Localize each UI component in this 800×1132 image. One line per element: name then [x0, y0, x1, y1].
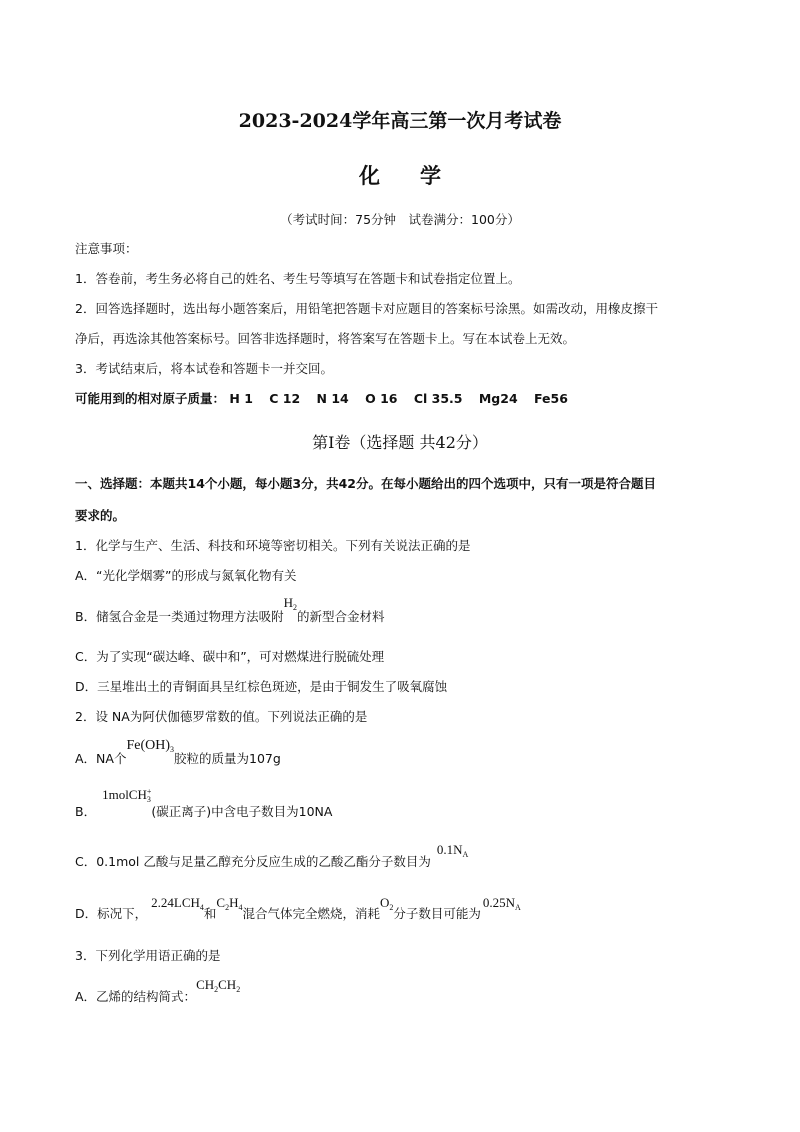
q1-option-c: C．为了实现“碳达峰、碳中和”，可对燃煤进行脱硫处理 — [75, 649, 385, 664]
section-title: 第Ⅰ卷（选择题 共42分） — [312, 433, 488, 452]
atomic-masses-values — [229, 391, 580, 406]
formula-0-25na: $0.25N_A$ — [482, 895, 521, 912]
formula-0-1na: $0.1N_A$ — [436, 842, 469, 859]
mass-fe: Fe56 — [534, 391, 568, 406]
mass-n: N 14 — [316, 391, 349, 406]
note-item-2-cont: 净后，再选涂其他答案标号。回答非选择题时，将答案写在答题卡上。写在本试卷上无效。 — [75, 331, 576, 346]
q2-option-d: D．标况下，$2.24LCH_4$和$C_2H_4$混合气体完全燃烧，消耗$O_2$分子数目可能为$0.25N_A$ — [75, 895, 521, 921]
section-instruction-1: 一、选择题：本题共14个小题，每小题3分，共42分。在每小题给出的四个选项中，只有一项是符合题目 — [75, 476, 656, 491]
q2-option-c: C．0.1mol 乙酸与足量乙醇充分反应生成的乙酸乙酯分子数目为$0.1N_A$ — [75, 842, 469, 869]
mass-o: O 16 — [365, 391, 398, 406]
formula-ch2ch2: $CH_2CH_2$ — [196, 977, 241, 994]
q1-stem: 1．化学与生产、生活、科技和环境等密切相关。下列有关说法正确的是 — [75, 538, 471, 553]
mass-mg: Mg24 — [478, 391, 518, 406]
subject-title: 化学 — [359, 163, 481, 188]
formula-o2: $O_2$ — [379, 895, 394, 912]
atomic-masses-label: 可能用到的相对原子质量： — [75, 391, 226, 406]
q3-option-a: A．乙烯的结构简式：$CH_2CH_2$ — [75, 977, 241, 1004]
q2-option-b: B．1molCH$_3$+(碳正离子)中含电子数目为10NA — [75, 787, 333, 819]
formula-ch3-plus: 1molCH$_3$+ — [102, 787, 152, 804]
formula-h2: $H_2$ — [283, 595, 297, 612]
formula-c2h4: $C_2H_4$ — [216, 895, 243, 912]
formula-2-24lch4: $2.24LCH_4$ — [151, 895, 204, 912]
mass-cl: Cl 35.5 — [413, 391, 463, 406]
q2-stem: 2．设 NA为阿伏伽德罗常数的值。下列说法正确的是 — [75, 709, 368, 724]
mass-c: C 12 — [269, 391, 301, 406]
exam-info: （考试时间：75分钟 试卷满分：100分） — [280, 212, 520, 227]
q3-stem: 3．下列化学用语正确的是 — [75, 948, 221, 963]
formula-feoh3: $Fe(OH)_3$ — [126, 738, 174, 754]
section-instruction-2: 要求的。 — [75, 508, 126, 523]
mass-h: H 1 — [229, 391, 253, 406]
q2-option-a: A．NA个$Fe(OH)_3$胶粒的质量为107g — [75, 738, 281, 766]
q1-option-a: A．“光化学烟雾”的形成与氮氧化物有关 — [75, 568, 297, 583]
q1-option-b: B．储氢合金是一类通过物理方法吸附$H_2$的新型合金材料 — [75, 595, 385, 624]
note-item-3: 3．考试结束后，将本试卷和答题卡一并交回。 — [75, 361, 333, 376]
q1-option-d: D．三星堆出土的青铜面具呈红棕色斑迹，是由于铜发生了吸氧腐蚀 — [75, 679, 448, 694]
exam-title: 2023-2024学年高三第一次月考试卷 — [238, 110, 562, 132]
note-item-1: 1．答卷前，考生务必将自己的姓名、考生号等填写在答题卡和试卷指定位置上。 — [75, 271, 521, 286]
notes-heading: 注意事项： — [75, 241, 138, 256]
note-item-2: 2．回答选择题时，选出每小题答案后，用铅笔把答题卡对应题目的答案标号涂黑。如需改动，用橡皮擦干 — [75, 301, 658, 316]
atomic-masses — [75, 393, 580, 406]
